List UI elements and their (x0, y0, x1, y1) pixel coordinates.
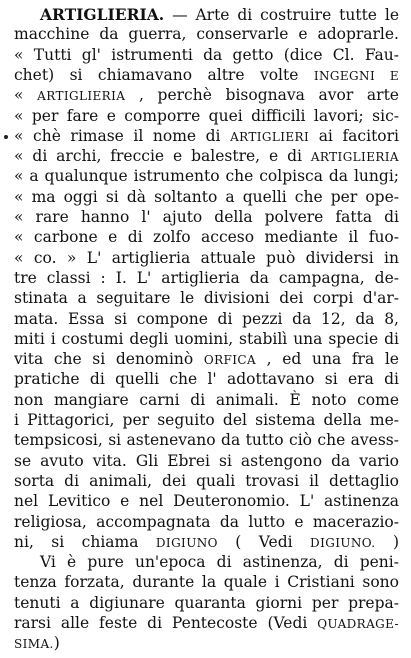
text-segment: religiosa, accompagnata da lutto e macerazio- (14, 512, 399, 531)
small-caps-term: ARTIGLIERIA (310, 150, 399, 165)
text-segment: rarsi alle feste di Pentecoste (Vedi (14, 614, 318, 632)
small-caps-term: QUADRAGE- (317, 617, 399, 631)
text-line (14, 85, 399, 106)
text-segment: tre classi : I. L' artiglieria da campagna, de- (14, 268, 399, 287)
text-line (14, 430, 399, 451)
small-caps-term: DIGIUNO (155, 535, 218, 550)
text-line (14, 146, 399, 167)
text-line (14, 491, 399, 512)
small-caps-term: INGEGNI E (313, 68, 399, 83)
text-segment: mata. Essa si compone di pezzi da 12, da 8, (14, 309, 399, 328)
text-segment: « di archi, freccie e balestre, e di (14, 147, 311, 166)
small-caps-term: ARTIGLIERIA (37, 89, 126, 104)
text-line (14, 572, 399, 593)
text-line (14, 248, 399, 269)
text-segment: ( Vedi (217, 532, 311, 551)
text-line (40, 552, 399, 573)
text-segment: « (14, 86, 38, 105)
text-line (14, 471, 399, 492)
text-line (14, 187, 399, 208)
text-line (14, 369, 399, 390)
text-segment: « chè rimase il nome di (14, 126, 231, 145)
text-line (14, 532, 399, 553)
text-segment: « ma oggi si dà soltanto a quelli che per ope- (14, 187, 399, 206)
text-segment: ) (375, 532, 399, 551)
text-line (14, 593, 399, 614)
text-line (14, 45, 399, 66)
text-line (14, 65, 399, 86)
text-line (40, 4, 399, 25)
text-segment: ) (53, 634, 60, 653)
text-segment: « per fare e comporre quei difficili lavori; sic- (14, 106, 399, 125)
text-line (14, 207, 399, 228)
text-segment: vita che si denominò (14, 350, 204, 369)
text-segment: , perchè bisognava avor arte (125, 86, 399, 105)
small-caps-term: ORFICA (203, 353, 257, 368)
text-line (14, 613, 399, 634)
text-line (14, 166, 399, 187)
text-segment: nel Levitico e nel Deuteronomio. L' astinenza (14, 492, 399, 511)
text-line (14, 268, 399, 289)
text-line (14, 106, 399, 127)
text-segment: « co. » L' artiglieria attuale può dividersi in (14, 248, 399, 267)
text-line (14, 24, 399, 45)
text-line (14, 410, 399, 431)
text-segment: tenuti a digiunare quaranta giorni per prepa- (14, 593, 399, 612)
text-segment: i Pittagorici, per seguito del sistema della me- (14, 411, 399, 429)
text-line (14, 390, 399, 411)
text-segment: ni, si chiama (14, 532, 156, 551)
text-segment: se avuto vita. Gli Ebrei si astengono da vario (14, 451, 399, 470)
text-segment: , ed una fra le (256, 350, 399, 369)
text-line (14, 349, 399, 370)
text-line (14, 512, 399, 533)
margin-mark (4, 135, 8, 139)
text-line (14, 633, 234, 654)
text-segment: « a qualunque istrumento che colpisca da lungi; (14, 167, 399, 186)
text-segment: — Arte di costruire tutte le (164, 6, 399, 24)
text-segment: « carbone e di zolfo acceso mediante il fuo- (14, 228, 399, 247)
text-line (14, 126, 399, 147)
small-caps-term: DIGIUNO. (310, 535, 376, 550)
text-segment: pratiche di quelli che l' adottavano si era di (14, 370, 399, 389)
text-segment: macchine da guerra, conservarle e adoprarle. (14, 25, 399, 44)
headword: ARTIGLIERIA. (40, 5, 165, 24)
text-line (14, 288, 399, 309)
text-segment: « Tutti gl' istrumenti da getto (dice Cl. Fau- (14, 45, 399, 64)
text-line (14, 451, 399, 472)
text-line (14, 329, 399, 350)
text-segment: ai facitori (309, 126, 399, 145)
text-segment: tenza forzata, durante la quale i Cristiani sono (14, 573, 399, 592)
text-segment: chet) si chiamavano altre volte (14, 65, 314, 84)
text-segment: non mangiare carni di animali. È noto come (14, 390, 399, 409)
text-segment: Vi è pure un'epoca di astinenza, di peni- (40, 553, 399, 572)
text-segment: sorta di animali, dei quali trovasi il dettaglio (14, 471, 399, 490)
text-line (14, 227, 399, 248)
small-caps-term: SIMA. (14, 637, 54, 652)
text-segment: miti i costumi degli uomini, stabilì una specie di (14, 329, 399, 348)
text-segment: stinata a seguitare le divisioni dei corpi d'ar- (14, 289, 399, 308)
text-segment: tempsicosi, si astenevano da tutto ciò che avess- (14, 431, 399, 450)
small-caps-term: ARTIGLIERI (230, 129, 310, 144)
text-segment: « rare hanno l' ajuto della polvere fatta di (14, 208, 399, 226)
text-line (14, 309, 399, 330)
